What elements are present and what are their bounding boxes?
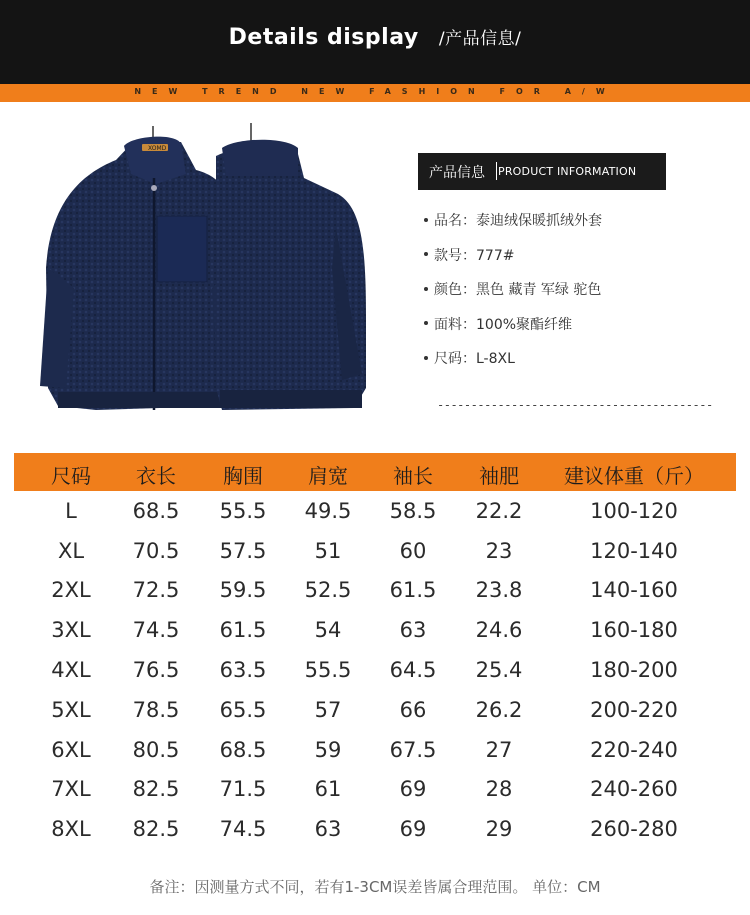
table-cell: 60 (399, 538, 427, 563)
table-cell: 55.5 (304, 658, 352, 683)
product-info-header (418, 153, 666, 190)
bullet-icon (424, 218, 428, 222)
table-cell: 4XL (51, 658, 91, 683)
table-cell: 120-140 (590, 538, 678, 563)
table-cell: 63.5 (219, 658, 267, 683)
info-text: 尺码：L-8XL (434, 351, 515, 367)
table-cell: 68.5 (132, 498, 180, 523)
table-cell: 3XL (51, 618, 91, 643)
table-cell: 24.6 (475, 618, 523, 643)
table-cell: 58.5 (389, 498, 437, 523)
product-info-list (424, 210, 602, 383)
table-cell: 82.5 (132, 777, 180, 802)
size-table (14, 453, 736, 849)
column-header: 胸围 (223, 464, 263, 488)
table-cell: 26.2 (475, 697, 523, 722)
table-cell: 74.5 (132, 618, 180, 643)
title-cn: /产品信息/ (438, 29, 522, 49)
table-cell: 51 (314, 538, 342, 563)
table-body (14, 491, 736, 849)
table-cell: 23 (485, 538, 513, 563)
product-info-title-en: PRODUCT INFORMATION (498, 165, 637, 178)
product-images (36, 118, 376, 423)
table-cell: 49.5 (304, 498, 352, 523)
table-cell: 57 (314, 697, 342, 722)
info-item (424, 314, 602, 349)
bullet-icon (424, 356, 428, 360)
column-header: 袖肥 (479, 464, 519, 488)
table-cell: 68.5 (219, 737, 267, 762)
table-cell: 61.5 (219, 618, 267, 643)
info-item (424, 348, 602, 383)
table-cell: 80.5 (132, 737, 180, 762)
table-cell: 78.5 (132, 697, 180, 722)
table-cell: 61.5 (389, 578, 437, 603)
page-header (0, 0, 750, 84)
table-row (14, 610, 736, 650)
table-cell: 70.5 (132, 538, 180, 563)
column-header: 衣长 (136, 464, 176, 488)
table-cell: 67.5 (389, 737, 437, 762)
header-divider (496, 162, 497, 180)
table-row (14, 770, 736, 810)
info-text: 颜色：黑色 藏青 军绿 驼色 (434, 282, 602, 298)
table-row (14, 531, 736, 571)
table-header (14, 453, 736, 491)
column-header: 袖长 (393, 464, 433, 488)
table-cell: 69 (399, 777, 427, 802)
product-info-title-cn: 产品信息 (429, 165, 485, 181)
table-cell: 27 (485, 737, 513, 762)
table-cell: 25.4 (475, 658, 523, 683)
table-cell: 74.5 (219, 817, 267, 842)
info-text: 面料：100%聚酯纤维 (434, 316, 573, 333)
table-row (14, 730, 736, 770)
jacket-front-icon (36, 118, 376, 423)
table-cell: 64.5 (389, 658, 437, 683)
table-row (14, 809, 736, 849)
table-row (14, 650, 736, 690)
table-cell: 65.5 (219, 697, 267, 722)
info-text: 品名：泰迪绒保暖抓绒外套 (434, 213, 602, 229)
table-cell: 180-200 (590, 658, 678, 683)
table-cell: 59.5 (219, 578, 267, 603)
table-cell: 8XL (51, 817, 91, 842)
tagline-bar (0, 84, 750, 102)
table-cell: 66 (399, 697, 427, 722)
table-cell: 5XL (51, 697, 91, 722)
page-title (0, 24, 750, 50)
table-cell: 72.5 (132, 578, 180, 603)
table-cell: 61 (314, 777, 342, 802)
table-cell: 71.5 (219, 777, 267, 802)
table-cell: 2XL (51, 578, 91, 603)
table-cell: 63 (314, 817, 342, 842)
table-cell: 54 (314, 618, 342, 643)
tagline: NEW TREND NEW FASHION FOR A/W (134, 87, 616, 96)
info-item (424, 279, 602, 314)
measurement-note: 备注：因测量方式不同，若有1-3CM误差皆属合理范围。 单位：CM (149, 878, 601, 896)
dashed-divider: ----------------------------------------- (437, 398, 713, 412)
table-cell: 57.5 (219, 538, 267, 563)
column-header: 尺码 (51, 464, 91, 488)
table-cell: 69 (399, 817, 427, 842)
table-cell: 23.8 (475, 578, 523, 603)
table-cell: 63 (399, 618, 427, 643)
table-row (14, 491, 736, 531)
table-cell: 22.2 (475, 498, 523, 523)
column-header: 肩宽 (308, 464, 348, 488)
table-cell: 140-160 (590, 578, 678, 603)
table-cell: 200-220 (590, 697, 678, 722)
brand-label: XOMD (148, 145, 167, 152)
table-cell: 100-120 (590, 498, 678, 523)
table-cell: 52.5 (304, 578, 352, 603)
info-item (424, 210, 602, 245)
table-cell: 7XL (51, 777, 91, 802)
table-cell: 260-280 (590, 817, 678, 842)
bullet-icon (424, 321, 428, 325)
table-cell: 160-180 (590, 618, 678, 643)
table-row (14, 571, 736, 611)
table-cell: L (65, 498, 77, 523)
info-text: 款号：777# (434, 247, 515, 264)
table-cell: XL (57, 538, 85, 563)
table-cell: 28 (485, 777, 513, 802)
title-en: Details display (228, 25, 419, 50)
table-cell: 29 (485, 817, 513, 842)
info-item (424, 245, 602, 280)
table-cell: 59 (314, 737, 342, 762)
table-cell: 82.5 (132, 817, 180, 842)
bullet-icon (424, 287, 428, 291)
table-row (14, 690, 736, 730)
column-header: 建议体重（斤） (564, 464, 704, 488)
table-cell: 240-260 (590, 777, 678, 802)
table-cell: 220-240 (590, 737, 678, 762)
table-cell: 55.5 (219, 498, 267, 523)
table-cell: 76.5 (132, 658, 180, 683)
bullet-icon (424, 252, 428, 256)
table-cell: 6XL (51, 737, 91, 762)
